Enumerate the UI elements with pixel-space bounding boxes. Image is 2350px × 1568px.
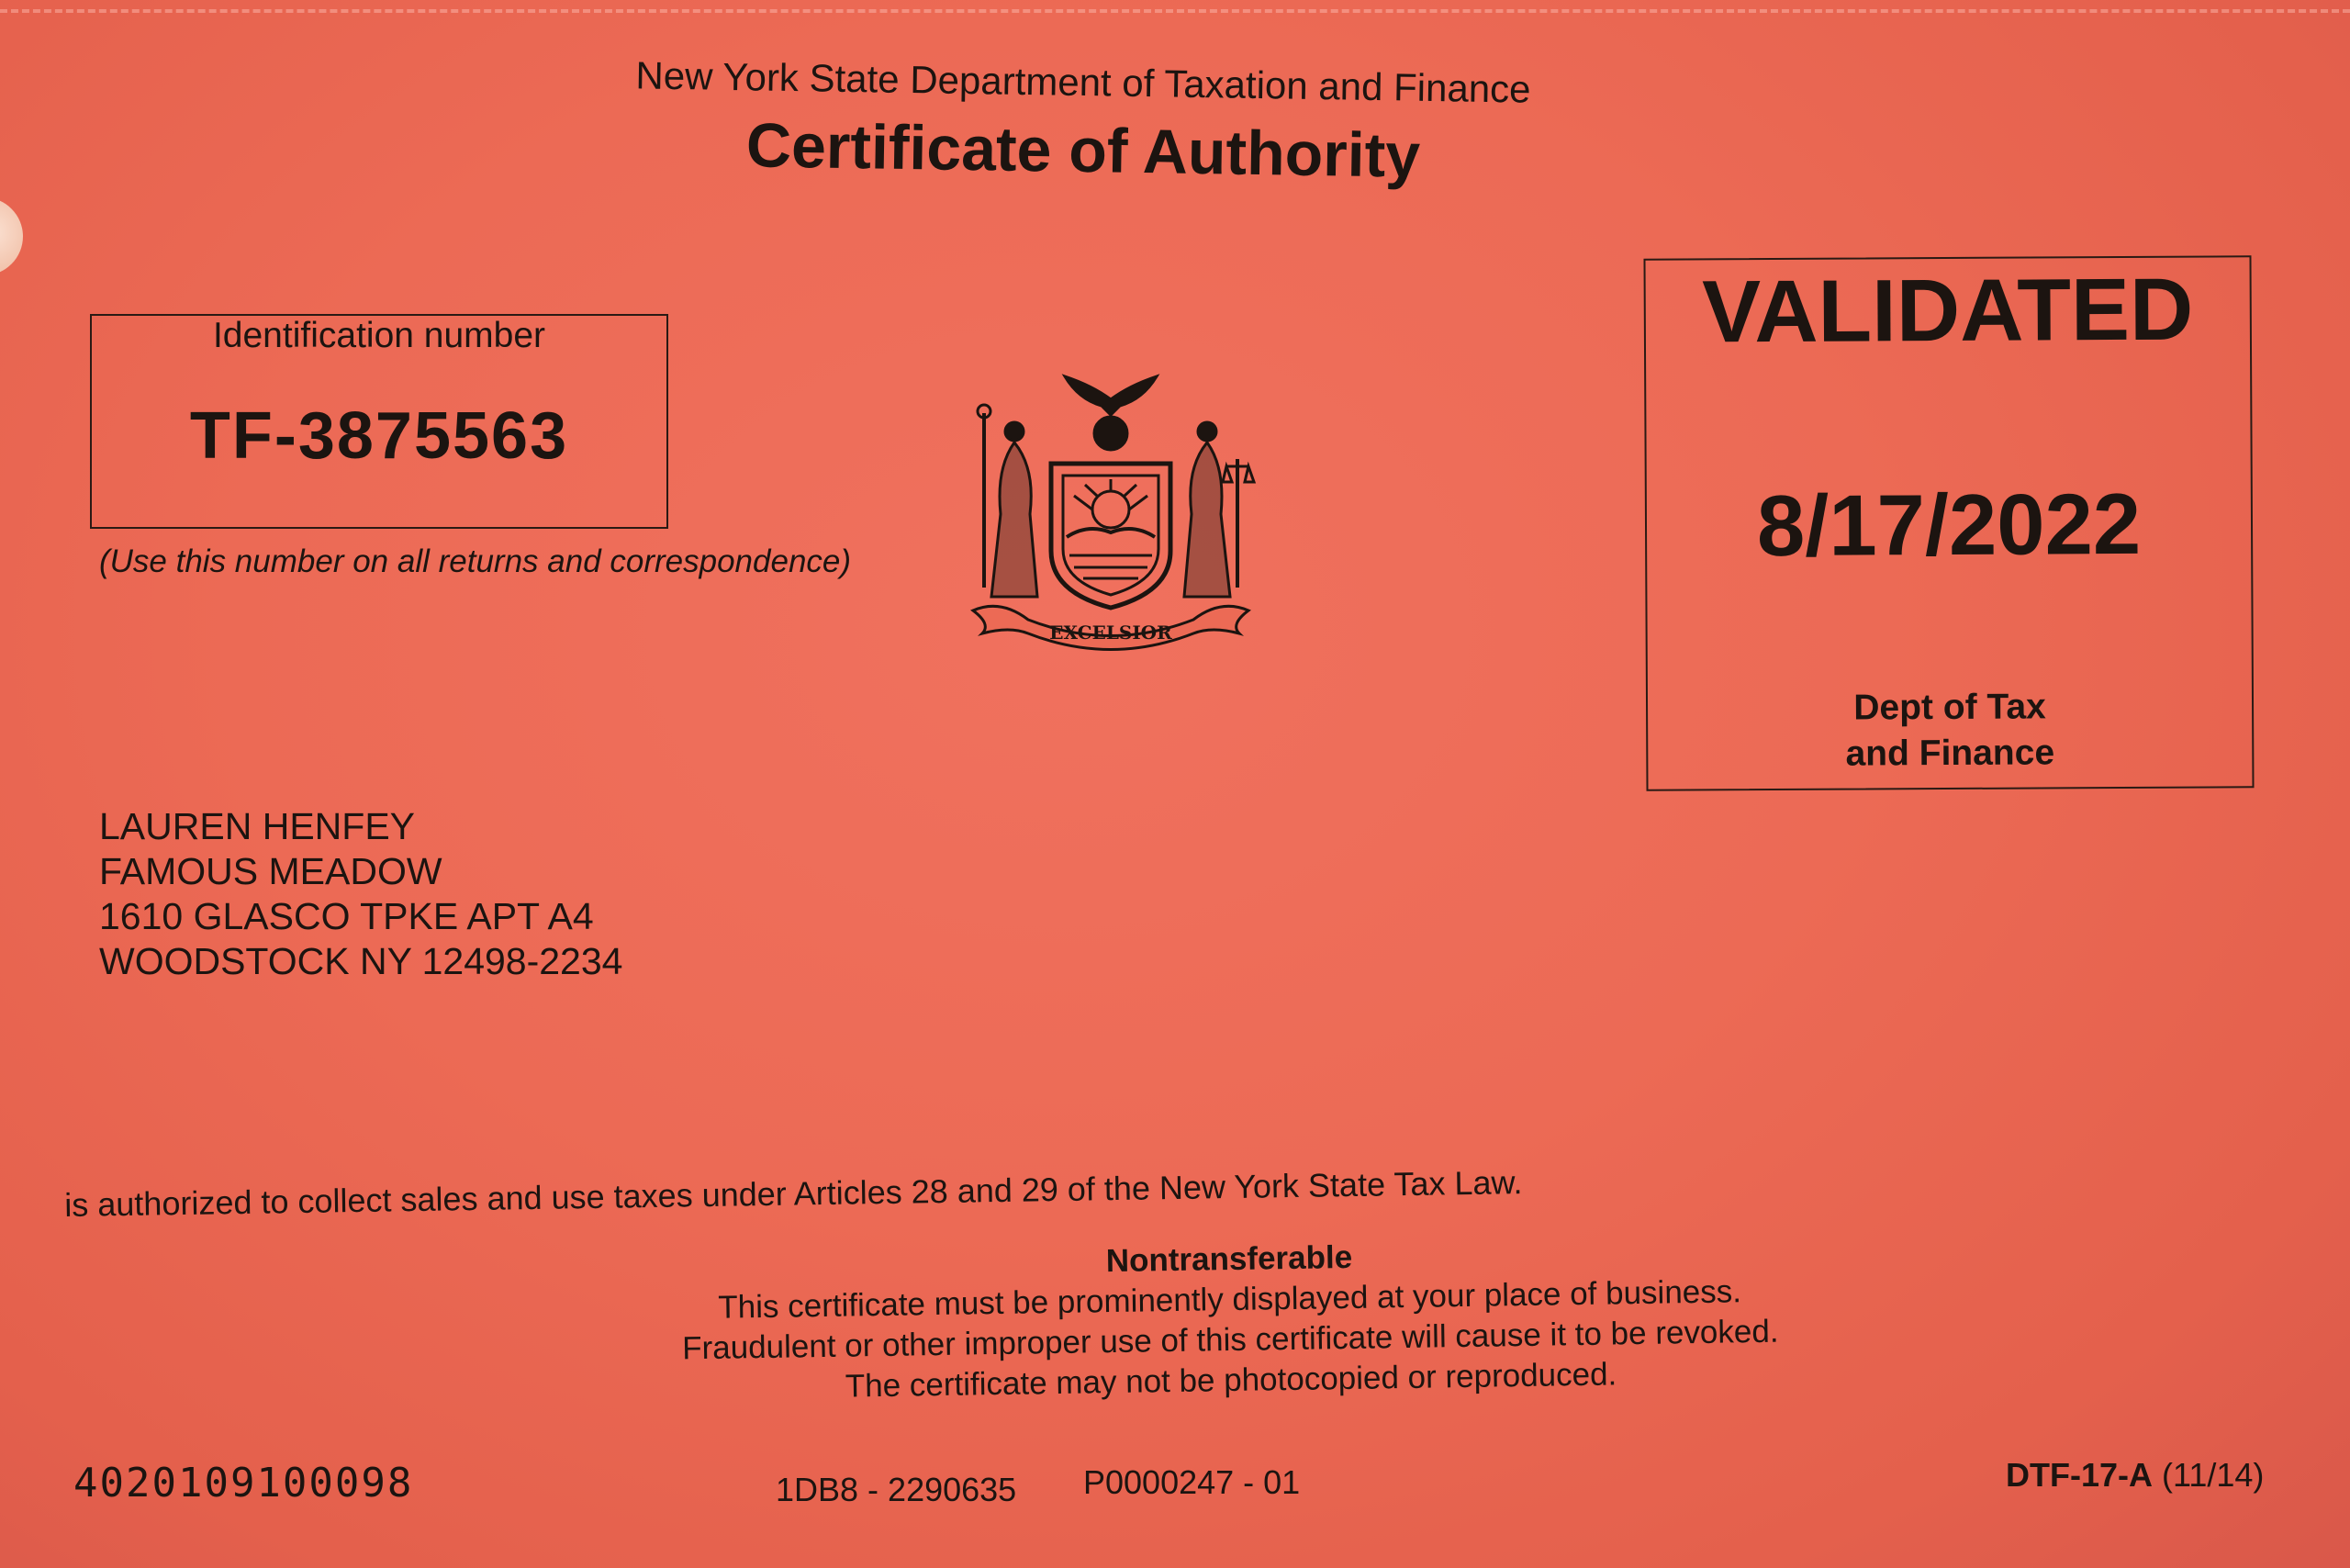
serial-number: 4020109100098 — [73, 1460, 414, 1506]
reference-code-a: 1DB8 - 2290635 — [776, 1471, 1017, 1508]
form-number: DTF-17-A — [2006, 1456, 2153, 1494]
address-city-state-zip: WOODSTOCK NY 12498-2234 — [99, 940, 623, 982]
perforation-edge — [0, 9, 2350, 13]
identification-note: (Use this number on all returns and correspondence) — [99, 543, 852, 579]
reference-code-b: P0000247 - 01 — [1083, 1463, 1301, 1501]
form-identifier — [2006, 1456, 2264, 1495]
identification-label: Identification number — [212, 316, 546, 355]
certificate-title: Certificate of Authority — [745, 110, 1421, 191]
address-name: LAUREN HENFEY — [99, 805, 416, 847]
state-seal-icon — [964, 358, 1258, 652]
validation-stamp — [1643, 255, 2254, 790]
notice-line-2: Fraudulent or other improper use of this certificate will cause it to be revoked. — [681, 1313, 1779, 1367]
svg-text:EXCELSIOR: EXCELSIOR — [1049, 622, 1172, 644]
validated-issuer — [1648, 683, 2253, 778]
validated-date: 8/17/2022 — [1756, 475, 2142, 575]
notice-block — [587, 1229, 1874, 1411]
mailing-address — [99, 804, 622, 984]
thumb — [0, 197, 23, 275]
validated-issuer-line1: Dept of Tax — [1853, 687, 2046, 728]
address-business: FAMOUS MEADOW — [99, 850, 442, 892]
department-name: New York State Department of Taxation and Finance — [635, 53, 1531, 111]
validated-status: VALIDATED — [1701, 260, 2194, 362]
identification-box — [90, 314, 668, 529]
notice-line-1: This certificate must be prominently displayed at your place of business. — [718, 1273, 1742, 1326]
form-revision: (11/14) — [2162, 1456, 2265, 1494]
authorization-statement: is authorized to collect sales and use taxes under Articles 28 and 29 of the New York State Tax Law. — [64, 1163, 1523, 1224]
notice-line-3: The certificate may not be photocopied or reproduced. — [845, 1356, 1617, 1405]
validated-issuer-line2: and Finance — [1845, 733, 2055, 774]
identification-number: TF-3875563 — [189, 399, 569, 473]
address-street: 1610 GLASCO TPKE APT A4 — [99, 895, 594, 937]
notice-heading: Nontransferable — [1105, 1238, 1353, 1280]
